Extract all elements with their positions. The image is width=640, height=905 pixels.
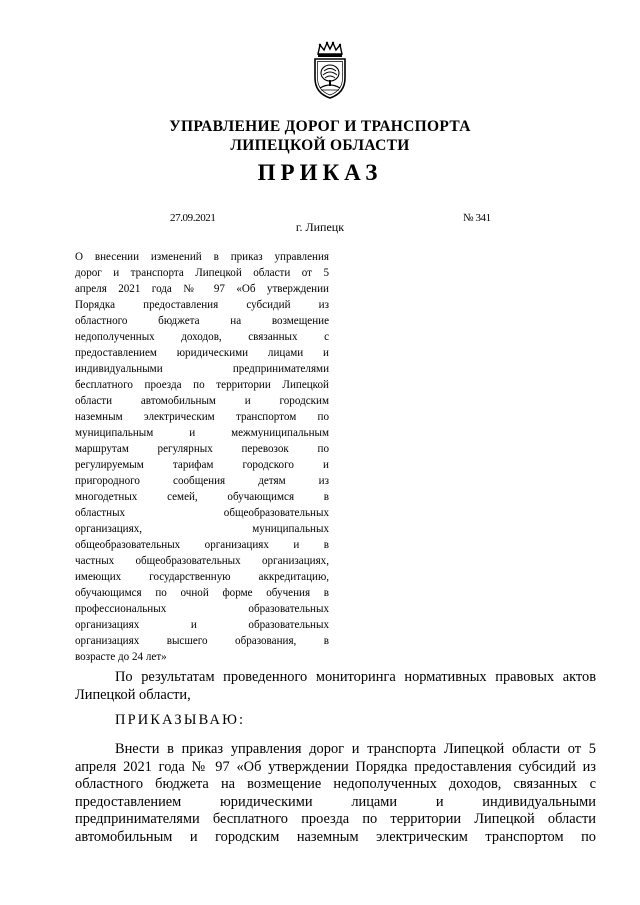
subject-line: общеобразовательных организациях и в xyxy=(75,539,329,551)
order-subject-block xyxy=(75,249,329,665)
subject-line: маршрутам регулярных перевозок по xyxy=(75,443,329,455)
document-date: 27.09.2021 xyxy=(170,212,216,224)
subject-line: возрасте до 24 лет» xyxy=(75,651,167,663)
subject-line: обучающимся по очной форме обучения в xyxy=(75,587,329,599)
subject-line: имеющих государственную аккредитацию, xyxy=(75,571,329,583)
subject-line: организациях и образовательных xyxy=(75,619,329,631)
paragraph-line: предпринимателями бесплатного проезда по территории Липецкой области xyxy=(75,811,596,828)
subject-line: области автомобильным и городским xyxy=(75,395,329,407)
subject-line: организациях, муниципальных xyxy=(75,523,329,535)
subject-line: дорог и транспорта Липецкой области от 5 xyxy=(75,267,329,279)
subject-line: Порядка предоставления субсидий из xyxy=(75,299,329,311)
organization-name-line2: ЛИПЕЦКОЙ ОБЛАСТИ xyxy=(230,137,410,154)
subject-line: бесплатного проезда по территории Липецкой xyxy=(75,379,329,391)
order-directive-word: ПРИКАЗЫВАЮ: xyxy=(115,712,246,728)
paragraph-line: автомобильным и городским наземным электрическим транспортом по xyxy=(75,828,596,845)
document-number: № 341 xyxy=(463,212,491,224)
order-clause-paragraph xyxy=(75,741,596,847)
subject-line: наземным электрическим транспортом по xyxy=(75,411,329,423)
paragraph-line: областного бюджета на возмещение недополученных доходов, связанных с xyxy=(75,776,596,793)
subject-line: апреля 2021 года № 97 «Об утверждении xyxy=(75,283,329,295)
lipetsk-coat-of-arms-icon xyxy=(308,40,352,100)
subject-line: областных общеобразовательных xyxy=(75,507,329,519)
subject-line: недополученных доходов, связанных с xyxy=(75,331,329,343)
subject-line: предоставлением юридическими лицами и xyxy=(75,347,329,359)
paragraph-line: По результатам проведенного мониторинга нормативных правовых актов xyxy=(115,669,596,685)
preamble-paragraph xyxy=(75,669,596,704)
paragraph-line: предоставлением юридическими лицами и индивидуальными xyxy=(75,793,596,810)
subject-line: многодетных семей, обучающимся в xyxy=(75,491,329,503)
subject-line: регулируемым тарифам городского и xyxy=(75,459,329,471)
subject-line: О внесении изменений в приказ управления xyxy=(75,251,329,263)
organization-name-line1: УПРАВЛЕНИЕ ДОРОГ И ТРАНСПОРТА xyxy=(169,118,471,135)
paragraph-line: Липецкой области, xyxy=(75,686,191,703)
subject-line: организациях высшего образования, в xyxy=(75,635,329,647)
subject-line: областного бюджета на возмещение xyxy=(75,315,329,327)
subject-line: пригородного сообщения детям из xyxy=(75,475,329,487)
document-city: г. Липецк xyxy=(295,220,345,234)
subject-line: индивидуальными предпринимателями xyxy=(75,363,329,375)
document-type-title: ПРИКАЗ xyxy=(257,160,383,185)
paragraph-line: Внести в приказ управления дорог и транспорта Липецкой области от 5 xyxy=(115,741,596,757)
subject-line: муниципальным и межмуниципальным xyxy=(75,427,329,439)
subject-line: частных общеобразовательных организациях, xyxy=(75,555,329,567)
subject-line: профессиональных образовательных xyxy=(75,603,329,615)
paragraph-line: апреля 2021 года № 97 «Об утверждении Порядка предоставления субсидий из xyxy=(75,758,596,775)
